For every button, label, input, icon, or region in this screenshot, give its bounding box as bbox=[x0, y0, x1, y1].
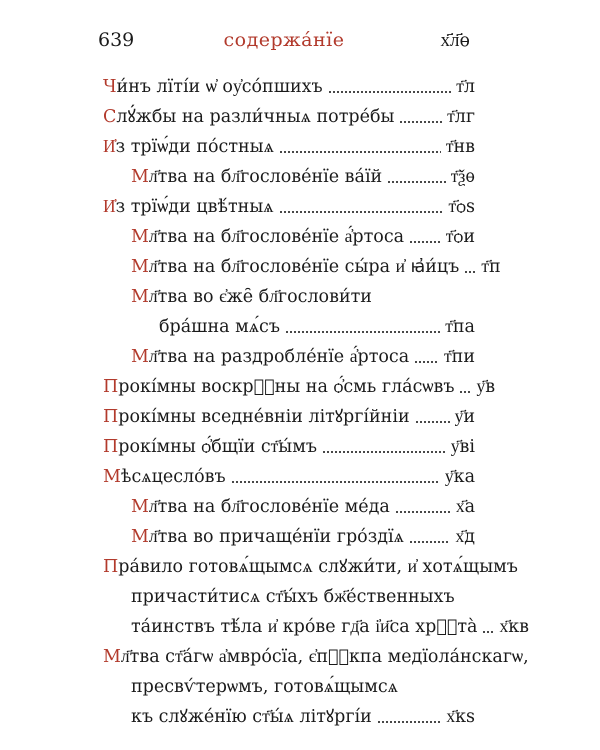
dot-leader bbox=[328, 91, 452, 93]
entry-page: т҃па bbox=[445, 317, 475, 337]
entry-title: л҃тва на бл҃гослове́нїе ме́да bbox=[148, 497, 390, 517]
entry-page: т҃п bbox=[481, 257, 501, 277]
entry-title: л҃тва на раздробле́нїе а҆́ртоса bbox=[148, 347, 410, 367]
entry-title: л҃тва во є҆же̑ бл҃гослови́ти bbox=[148, 287, 372, 307]
entry-title: ҆з трїѡ́ди цвѣ́тныѧ bbox=[115, 197, 274, 217]
toc-entry[interactable] bbox=[103, 522, 475, 552]
toc-entry[interactable] bbox=[103, 252, 501, 282]
entry-page: у҃и bbox=[454, 407, 475, 427]
entry-page: т҃ѯѳ bbox=[450, 167, 475, 187]
dot-leader bbox=[399, 121, 442, 123]
slavonic-page-number: х҃л҃ѳ bbox=[440, 29, 470, 51]
entry-page: т҃нв bbox=[445, 137, 475, 157]
entry-page: х҃а bbox=[455, 497, 475, 517]
red-initial: М bbox=[131, 227, 149, 247]
red-initial: Ч bbox=[103, 77, 117, 97]
toc-entry[interactable] bbox=[103, 102, 475, 132]
entry-page: х҃кѕ bbox=[446, 707, 475, 727]
entry-page: х҃кв bbox=[499, 617, 530, 637]
toc-entry[interactable] bbox=[103, 552, 530, 642]
entry-title: л҃тва во причаще́нїи гро́здїѧ bbox=[148, 527, 404, 547]
entry-title-continuation: та́инствъ тѣ́ла и҆ кро́ве гд҃а і҆и҃са хрⷭ҇та̀ bbox=[131, 617, 478, 637]
red-initial: М bbox=[131, 287, 149, 307]
entry-title-continuation: бра́шна мѧ́съ bbox=[159, 317, 280, 337]
dot-leader bbox=[414, 361, 439, 363]
entry-title: л҃тва на бл҃гослове́нїе а҆́ртоса bbox=[148, 227, 405, 247]
red-initial: И bbox=[103, 137, 116, 157]
entry-page: т҃л bbox=[456, 77, 475, 97]
toc-entry[interactable] bbox=[103, 642, 529, 732]
entry-title: ра́вило готовѧ́щымсѧ слꙋжи́ти, и҆ хотѧ́щымъ bbox=[118, 557, 518, 577]
red-initial: М bbox=[131, 347, 149, 367]
entry-page: т҃ѻи bbox=[445, 227, 475, 247]
page-header bbox=[98, 28, 470, 52]
dot-leader bbox=[322, 451, 446, 453]
red-initial: М bbox=[103, 647, 121, 667]
toc-entry[interactable] bbox=[103, 372, 496, 402]
red-initial: И bbox=[103, 197, 116, 217]
dot-leader bbox=[409, 241, 441, 243]
toc-entry[interactable] bbox=[103, 72, 475, 102]
dot-leader bbox=[279, 151, 441, 153]
red-initial: П bbox=[103, 557, 119, 577]
dot-leader bbox=[231, 481, 440, 483]
toc-entry[interactable] bbox=[103, 192, 475, 222]
toc-entry[interactable] bbox=[103, 402, 475, 432]
toc-entry[interactable] bbox=[103, 492, 475, 522]
entry-page: х҃д bbox=[455, 527, 475, 547]
entry-page: у҃ка bbox=[444, 467, 475, 487]
red-initial: М bbox=[131, 497, 149, 517]
red-initial: П bbox=[103, 407, 119, 427]
entry-title: ҆з трїѡ́ди по́стныѧ bbox=[115, 137, 274, 157]
page-number: 639 bbox=[98, 29, 135, 51]
entry-title: л҃тва на бл҃гослове́нїе сы́ра и҆ ꙗ҆и́цъ bbox=[148, 257, 460, 277]
entry-title: ѣсѧцесло́въ bbox=[120, 467, 226, 487]
dot-leader bbox=[377, 721, 442, 723]
red-initial: М bbox=[131, 527, 149, 547]
toc-entry[interactable] bbox=[103, 132, 475, 162]
entry-title-continuation: причасти́тисѧ ст҃ы́хъ бж҃е́ственныхъ bbox=[131, 587, 455, 607]
toc-entry[interactable] bbox=[103, 282, 475, 342]
entry-page: т҃ѻѕ bbox=[448, 197, 475, 217]
entry-title: рокі́мны воскрⷭ҇ны на ѻ҆́смь гла́сѡвъ bbox=[118, 377, 455, 397]
toc-entry[interactable] bbox=[103, 162, 475, 192]
dot-leader bbox=[387, 181, 446, 183]
entry-title-continuation: пресвѵ́терѡмъ, готовѧ́щымсѧ bbox=[131, 677, 398, 697]
entry-title: лꙋ́жбы на разли́чныѧ потре́бы bbox=[116, 107, 395, 127]
red-initial: П bbox=[103, 377, 119, 397]
dot-leader bbox=[395, 511, 451, 513]
entry-title: л҃тва на бл҃гослове́нїе ва́їй bbox=[148, 167, 383, 187]
red-initial: С bbox=[103, 107, 117, 127]
table-of-contents bbox=[103, 72, 530, 732]
toc-entry[interactable] bbox=[103, 222, 475, 252]
entry-title: л҃тва ст҃а́гѡ а҆мвро́сїа, є҆пⷭ҇кпа медїола́нскагѡ, bbox=[120, 647, 529, 667]
entry-title: и́нъ лїті́и ѡ҆ оу҆со́пшихъ bbox=[116, 77, 323, 97]
toc-entry[interactable] bbox=[103, 342, 475, 372]
entry-page: у҃в bbox=[476, 377, 496, 397]
dot-leader bbox=[415, 421, 450, 423]
red-initial: М bbox=[131, 167, 149, 187]
dot-leader bbox=[285, 331, 440, 333]
running-title: содержа́нїе bbox=[223, 29, 345, 51]
entry-page: у҃ві bbox=[450, 437, 475, 457]
entry-title: рокі́мны вседне́вніи літꙋргі́йніи bbox=[118, 407, 410, 427]
toc-entry[interactable] bbox=[103, 462, 475, 492]
dot-leader bbox=[409, 541, 451, 543]
red-initial: М bbox=[131, 257, 149, 277]
dot-leader bbox=[459, 391, 471, 393]
dot-leader bbox=[279, 211, 444, 213]
entry-title: рокі́мны ѻ҆́бщїи ст҃ы́мъ bbox=[118, 437, 317, 457]
dot-leader bbox=[482, 631, 494, 633]
red-initial: П bbox=[103, 437, 119, 457]
toc-entry[interactable] bbox=[103, 432, 475, 462]
dot-leader bbox=[464, 271, 476, 273]
entry-title-continuation: къ слꙋже́нїю ст҃ы́ѧ літꙋргі́и bbox=[131, 707, 372, 727]
entry-page: т҃лг bbox=[447, 107, 475, 127]
entry-page: т҃пи bbox=[444, 347, 475, 367]
red-initial: М bbox=[103, 467, 121, 487]
